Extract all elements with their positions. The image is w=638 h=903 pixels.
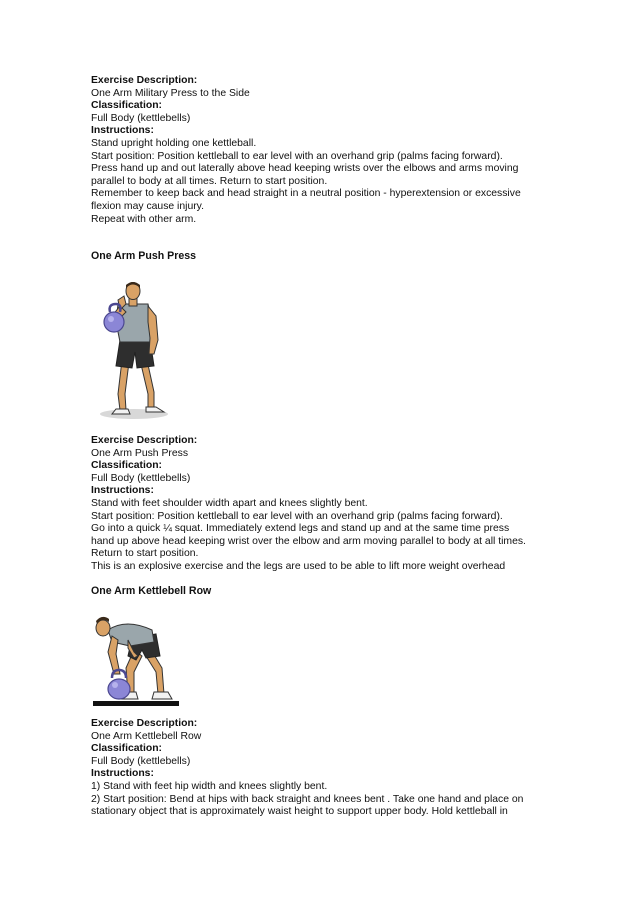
instruction-line: Press hand up and out laterally above head keeping wrists over the elbows and arms moving — [91, 163, 519, 175]
instruction-line: Return to start position. — [91, 548, 199, 560]
classification-value: Full Body (kettlebells) — [91, 112, 191, 124]
classification-label: Classification: — [91, 743, 163, 755]
instruction-line: Remember to keep back and head straight in a neutral position - hyperextension or excessive — [91, 188, 521, 200]
classification-value: Full Body (kettlebells) — [91, 755, 191, 767]
classification-value: Full Body (kettlebells) — [91, 472, 191, 484]
exercise-name: One Arm Kettlebell Row — [91, 730, 202, 742]
exercise-2-heading: One Arm Push Press — [91, 250, 196, 262]
classification-label: Classification: — [91, 460, 163, 472]
instruction-line: stationary object that is approximately waist height to support upper body. Hold kettleball in — [91, 806, 508, 818]
exercise-description-label: Exercise Description: — [91, 718, 198, 729]
instruction-line: hand up above head keeping wrist over the elbow and arm moving parallel to body at all times. — [91, 535, 526, 547]
exercise-3-heading: One Arm Kettlebell Row — [91, 585, 212, 597]
instruction-line: 2) Start position: Bend at hips with back straight and knees bent . Take one hand and place on — [91, 793, 524, 805]
man-holding-kettlebell-at-shoulder-illustration — [92, 282, 182, 422]
instruction-line: This is an explosive exercise and the legs are used to be able to lift more weight overhead — [91, 560, 506, 572]
exercise-2-details — [91, 435, 561, 574]
instruction-line: parallel to body at all times. Return to start position. — [91, 175, 328, 187]
instruction-line: flexion may cause injury. — [91, 200, 204, 212]
classification-label: Classification: — [91, 100, 163, 112]
instruction-line: 1) Stand with feet hip width and knees slightly bent. — [91, 780, 328, 792]
instruction-line: Start position: Position kettleball to ear level with an overhand grip (palms facing forward). — [91, 510, 503, 522]
instructions-label: Instructions: — [91, 768, 154, 780]
instruction-line: Stand with feet shoulder width apart and knees slightly bent. — [91, 497, 368, 509]
man-bent-over-rowing-kettlebell-illustration — [90, 612, 185, 710]
exercise-name: One Arm Push Press — [91, 447, 189, 459]
exercise-description-label: Exercise Description: — [91, 435, 198, 446]
instruction-line: Repeat with other arm. — [91, 213, 197, 225]
exercise-description-label: Exercise Description: — [91, 75, 198, 86]
exercise-1-details — [91, 75, 561, 226]
instructions-label: Instructions: — [91, 125, 154, 137]
exercise-name: One Arm Military Press to the Side — [91, 87, 250, 99]
instruction-line: Stand upright holding one kettleball. — [91, 137, 257, 149]
instruction-line: Start position: Position kettleball to ear level with an overhand grip (palms facing forward). — [91, 150, 503, 162]
instructions-label: Instructions: — [91, 485, 154, 497]
exercise-3-details — [91, 718, 561, 819]
instruction-line: Go into a quick ¼ squat. Immediately extend legs and stand up and at the same time press — [91, 523, 510, 535]
floor-bar — [93, 701, 179, 706]
